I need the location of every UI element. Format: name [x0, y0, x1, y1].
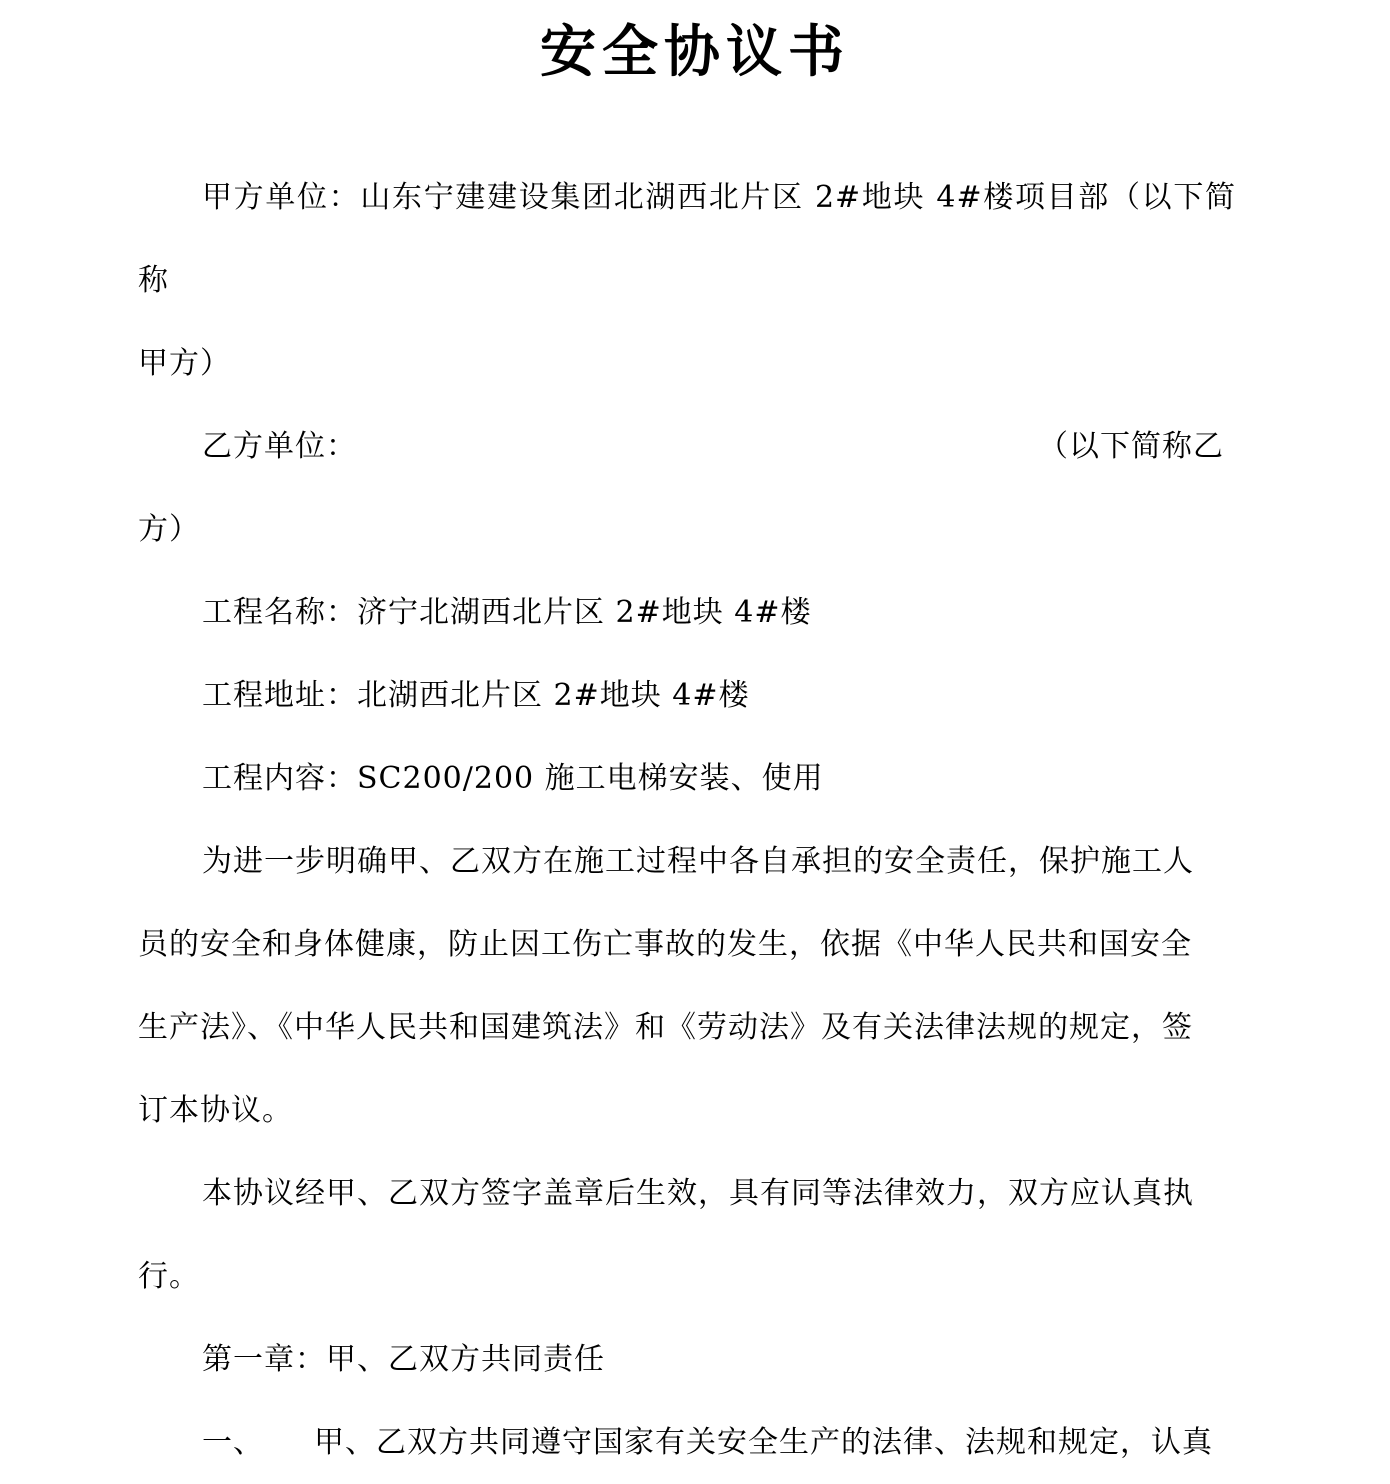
- purpose-line-1: 为进一步明确甲、乙双方在施工过程中各自承担的安全责任，保护施工人: [202, 844, 1194, 879]
- effect-line-2: 行。: [138, 1259, 200, 1294]
- project-content: 工程内容：SC200/200 施工电梯安装、使用: [202, 761, 824, 796]
- party-a-line: 甲方单位：山东宁建建设集团北湖西北片区 2#地块 4#楼项目部（以下简称: [138, 180, 1236, 298]
- document-title: 安全协议书: [540, 19, 850, 85]
- purpose-line-3: 生产法》、《中华人民共和国建筑法》和《劳动法》及有关法律法规的规定，签: [138, 1010, 1193, 1045]
- party-b-suffix: （以下简称乙: [1038, 429, 1224, 464]
- document-body: [138, 156, 1236, 1484]
- chapter-heading: 第一章：甲、乙双方共同责任: [202, 1342, 605, 1377]
- clause-text: 甲、乙双方共同遵守国家有关安全生产的法律、法规和规定，认真: [314, 1425, 1213, 1460]
- party-b-line-cont: 方）: [138, 512, 200, 547]
- purpose-line-2: 员的安全和身体健康，防止因工伤亡事故的发生，依据《中华人民共和国安全: [138, 927, 1192, 962]
- party-b-line: [138, 405, 1236, 488]
- project-name: 工程名称：济宁北湖西北片区 2#地块 4#楼: [202, 595, 812, 630]
- effect-line-1: 本协议经甲、乙双方签字盖章后生效，具有同等法律效力，双方应认真执: [202, 1176, 1194, 1211]
- clause-1: [138, 1401, 1236, 1484]
- project-address: 工程地址：北湖西北片区 2#地块 4#楼: [202, 678, 750, 713]
- party-a-line-cont: 甲方）: [138, 346, 231, 381]
- clause-number: 一、: [202, 1425, 264, 1460]
- party-b-label: 乙方单位：: [202, 429, 357, 464]
- purpose-line-4: 订本协议。: [138, 1093, 293, 1128]
